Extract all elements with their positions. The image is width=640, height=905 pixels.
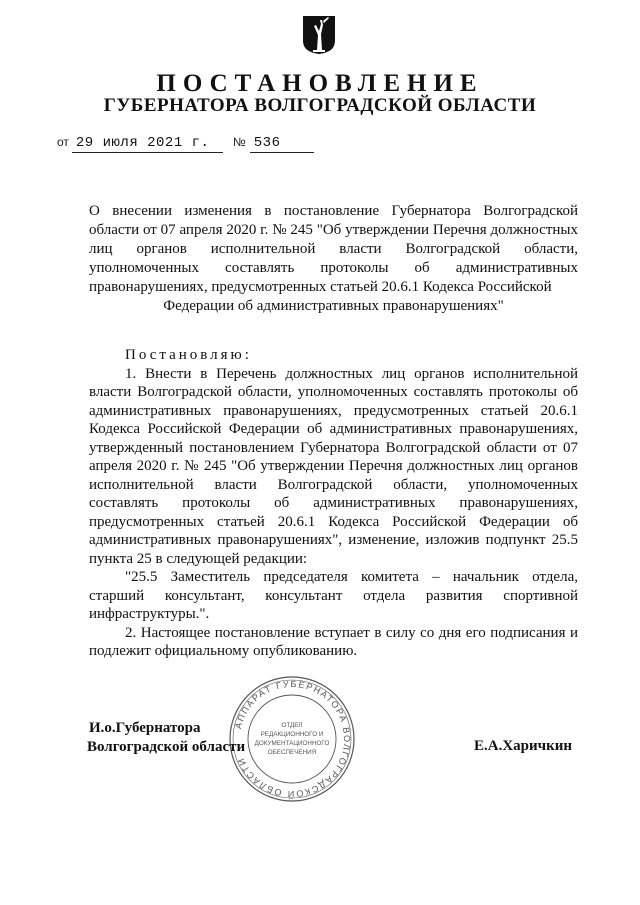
svg-text:ДОКУМЕНТАЦИОННОГО: ДОКУМЕНТАЦИОННОГО <box>254 740 330 747</box>
volgograd-monument-emblem-icon <box>302 15 336 55</box>
official-stamp <box>226 673 358 805</box>
paragraph-1: 1. Внести в Перечень должностных лиц органов исполнительной власти Волгоградской области, уполномоченных составлять протоколы об административных правонарушениях, предусмотренных статьей 20.6.1 Кодекса Российской Федерации об административных правонарушениях, утвержденный постановлением Губернатора Волгоградской области от 07 апреля 2020 г. № 245 "Об утверждении Перечня должностных лиц органов исполнительной власти Волгоградской области, уполномоченных составлять протоколы об административных правонарушениях, предусмотренных статьей 20.6.1 Кодекса Российской Федерации об административных правонарушениях", изменение, изложив подпункт 25.5 пункта 25 в следующей редакции: <box>89 365 578 567</box>
signatory-name: Е.А.Харичкин <box>474 738 573 754</box>
subject-last-line: Федерации об административных правонарушениях" <box>163 298 504 314</box>
number-label: № <box>232 135 246 149</box>
document-subject <box>89 202 578 316</box>
svg-text:АППАРАТ ГУБЕРНАТОРА ВОЛГОГРАДС: АППАРАТ ГУБЕРНАТОРА ВОЛГОГРАДСКОЙ ОБЛАСТИ <box>233 678 353 800</box>
date-value: 29 июля 2021 г. <box>72 134 223 153</box>
svg-text:РЕДАКЦИОННОГО И: РЕДАКЦИОННОГО И <box>260 731 324 738</box>
document-meta <box>57 133 314 153</box>
paragraph-2: 2. Настоящее постановление вступает в силу со дня его подписания и подлежит официальному опубликованию. <box>89 624 578 659</box>
position-line-2: Волгоградской области <box>87 739 246 755</box>
position-line-1: И.о.Губернатора <box>89 720 201 736</box>
svg-text:ОТДЕЛ: ОТДЕЛ <box>281 722 303 729</box>
paragraph-quote: "25.5 Заместитель председателя комитета – начальник отдела, старший консультант, консультант отдела развития спортивной инфраструктуры.". <box>89 569 578 622</box>
signatory-position <box>89 719 245 757</box>
decree-heading: Постановляю: <box>125 347 252 363</box>
subject-text: О внесении изменения в постановление Губернатора Волгоградской области от 07 апреля 2020 г. № 245 "Об утверждении Перечня должностных лиц органов исполнительной власти Волгоградской области, уполномоченных составлять протоколы об административных правонарушениях, предусмотренных статьей 20.6.1 Кодекса Российской <box>89 203 578 295</box>
document-body <box>89 346 578 661</box>
document-subtitle: ГУБЕРНАТОРА ВОЛГОГРАДСКОЙ ОБЛАСТИ <box>103 95 537 116</box>
document-title: ПОСТАНОВЛЕНИЕ <box>156 70 484 97</box>
svg-text:ОБЕСПЕЧЕНИЯ: ОБЕСПЕЧЕНИЯ <box>267 749 317 756</box>
number-value: 536 <box>250 134 314 153</box>
date-label: от <box>57 135 69 149</box>
